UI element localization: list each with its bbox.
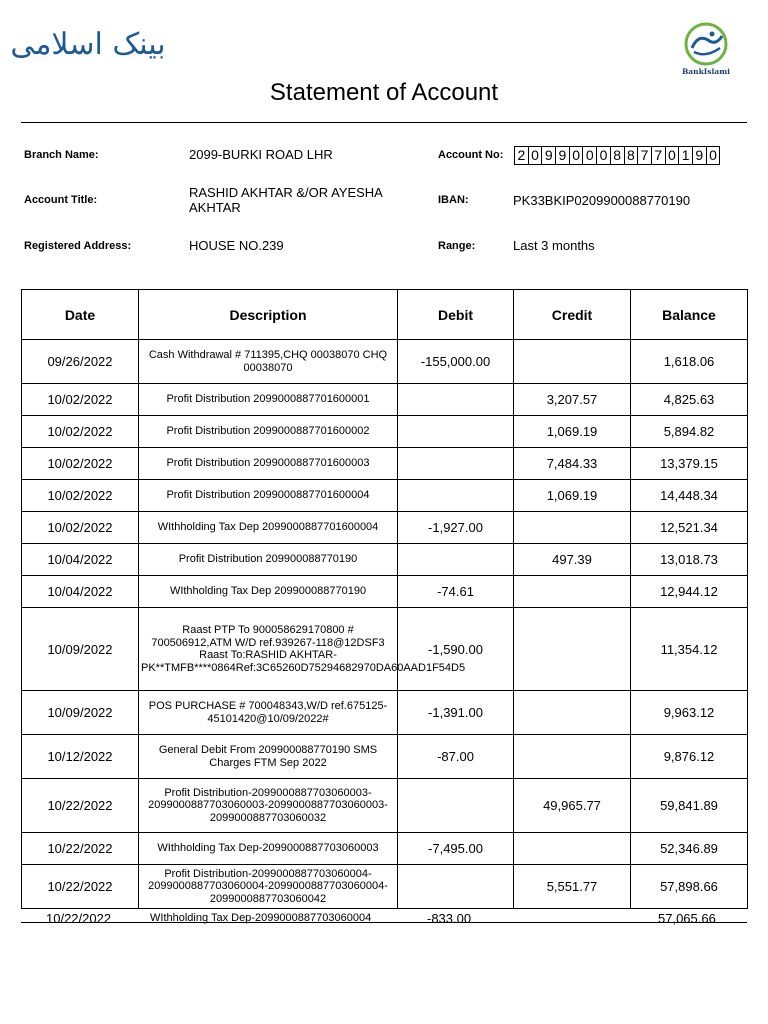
table-row bbox=[22, 865, 748, 909]
cell-credit bbox=[514, 512, 631, 544]
cell-date: 10/22/2022 bbox=[22, 833, 139, 865]
branch-name-value: 2099-BURKI ROAD LHR bbox=[189, 147, 333, 162]
cell-description: WIthholding Tax Dep 2099000887701600004 bbox=[139, 512, 398, 544]
cell-date: 10/12/2022 bbox=[22, 735, 139, 779]
statement-table bbox=[21, 289, 748, 909]
header-debit: Debit bbox=[398, 290, 514, 340]
cell-balance: 9,876.12 bbox=[631, 735, 748, 779]
table-row bbox=[22, 512, 748, 544]
cell-description: Profit Distribution 2099000887701600003 bbox=[139, 448, 398, 480]
account-no-label: Account No: bbox=[438, 149, 504, 161]
cell-date: 10/02/2022 bbox=[22, 384, 139, 416]
table-row bbox=[22, 735, 748, 779]
cell-debit bbox=[398, 480, 514, 512]
cell-debit: -1,590.00 bbox=[398, 608, 514, 691]
cell-date: 10/04/2022 bbox=[22, 544, 139, 576]
cell-description: Raast PTP To 900058629170800 # 700506912,ATM W/D ref.939267-118@12DSF3 Raast To:RASHID AKHTAR-PK**TMFB****0864Ref:3C65260D75294682970DA60AAD1F54D5 bbox=[139, 608, 398, 691]
account-number-digit: 8 bbox=[610, 146, 625, 165]
table-row bbox=[22, 576, 748, 608]
account-title-value: RASHID AKHTAR &/OR AYESHA AKHTAR bbox=[189, 185, 383, 215]
table-header-row bbox=[22, 290, 748, 340]
cell-date: 10/02/2022 bbox=[22, 448, 139, 480]
cell-balance: 12,944.12 bbox=[631, 576, 748, 608]
cell-debit: -87.00 bbox=[398, 735, 514, 779]
cell-description: Profit Distribution 209900088770190 bbox=[139, 544, 398, 576]
header-description: Description bbox=[139, 290, 398, 340]
cell-balance: 9,963.12 bbox=[631, 691, 748, 735]
account-number-digit: 8 bbox=[624, 146, 639, 165]
branch-name-label: Branch Name: bbox=[24, 149, 99, 161]
cell-balance: 12,521.34 bbox=[631, 512, 748, 544]
account-number-digit: 1 bbox=[678, 146, 693, 165]
account-number-digit: 0 bbox=[528, 146, 543, 165]
cell-credit bbox=[514, 833, 631, 865]
cell-credit bbox=[514, 735, 631, 779]
cell-credit: 1,069.19 bbox=[514, 416, 631, 448]
cell-description: POS PURCHASE # 700048343,W/D ref.675125-45101420@10/09/2022# bbox=[139, 691, 398, 735]
cell-description: Profit Distribution-2099000887703060003-2099000887703060003-2099000887703060003-2099000887703060032 bbox=[139, 779, 398, 833]
cell-description: Profit Distribution-2099000887703060004-2099000887703060004-2099000887703060004-2099000887703060042 bbox=[139, 865, 398, 909]
table-row bbox=[22, 384, 748, 416]
cell-balance: 52,346.89 bbox=[631, 833, 748, 865]
cell-credit bbox=[514, 340, 631, 384]
cell-credit: 497.39 bbox=[514, 544, 631, 576]
cell-credit: 1,069.19 bbox=[514, 480, 631, 512]
table-row bbox=[22, 608, 748, 691]
table-row bbox=[22, 416, 748, 448]
arabic-logo-text: بینک اسلامی bbox=[10, 27, 166, 62]
range-value: Last 3 months bbox=[513, 238, 595, 253]
cell-debit bbox=[398, 448, 514, 480]
account-number-boxes bbox=[514, 146, 719, 165]
table-row bbox=[22, 340, 748, 384]
cell-balance: 1,618.06 bbox=[631, 340, 748, 384]
cell-balance: 14,448.34 bbox=[631, 480, 748, 512]
cell-description: Profit Distribution 2099000887701600004 bbox=[139, 480, 398, 512]
cutoff-debit: -833.00 bbox=[427, 911, 472, 926]
cell-credit: 3,207.57 bbox=[514, 384, 631, 416]
cell-debit bbox=[398, 384, 514, 416]
range-label: Range: bbox=[438, 240, 476, 252]
table-row bbox=[22, 833, 748, 865]
cell-balance: 57,898.66 bbox=[631, 865, 748, 909]
cell-description: Cash Withdrawal # 711395,CHQ 00038070 CHQ 00038070 bbox=[139, 340, 398, 384]
cell-credit bbox=[514, 576, 631, 608]
cutoff-date: 10/22/2022 bbox=[46, 911, 112, 926]
table-row bbox=[22, 779, 748, 833]
cell-description: General Debit From 209900088770190 SMS Charges FTM Sep 2022 bbox=[139, 735, 398, 779]
cell-credit: 5,551.77 bbox=[514, 865, 631, 909]
table-bottom-border bbox=[21, 922, 747, 923]
cell-date: 10/02/2022 bbox=[22, 512, 139, 544]
cell-balance: 11,354.12 bbox=[631, 608, 748, 691]
registered-address-value: HOUSE NO.239 bbox=[189, 238, 284, 253]
header-credit: Credit bbox=[514, 290, 631, 340]
cell-date: 10/09/2022 bbox=[22, 608, 139, 691]
registered-address-label: Registered Address: bbox=[24, 240, 132, 252]
account-number-digit: 2 bbox=[514, 146, 529, 165]
cell-description: WIthholding Tax Dep 209900088770190 bbox=[139, 576, 398, 608]
cell-balance: 4,825.63 bbox=[631, 384, 748, 416]
account-number-digit: 0 bbox=[665, 146, 680, 165]
cell-credit: 49,965.77 bbox=[514, 779, 631, 833]
account-title-label: Account Title: bbox=[24, 194, 98, 206]
cutoff-description: WIthholding Tax Dep-2099000887703060004 bbox=[150, 912, 372, 924]
cell-debit: -1,391.00 bbox=[398, 691, 514, 735]
cell-date: 09/26/2022 bbox=[22, 340, 139, 384]
cell-date: 10/02/2022 bbox=[22, 480, 139, 512]
cell-credit bbox=[514, 691, 631, 735]
table-row bbox=[22, 544, 748, 576]
cell-balance: 5,894.82 bbox=[631, 416, 748, 448]
header-divider bbox=[21, 122, 747, 123]
cell-date: 10/22/2022 bbox=[22, 865, 139, 909]
iban-value: PK33BKIP0209900088770190 bbox=[513, 193, 691, 208]
cell-debit: -155,000.00 bbox=[398, 340, 514, 384]
cutoff-balance: 57,065.66 bbox=[658, 911, 716, 926]
account-number-digit: 7 bbox=[637, 146, 652, 165]
cell-debit bbox=[398, 416, 514, 448]
table-row bbox=[22, 691, 748, 735]
cell-debit bbox=[398, 865, 514, 909]
brand-name: BankIslami bbox=[681, 67, 731, 76]
account-number-digit: 9 bbox=[555, 146, 570, 165]
table-row bbox=[22, 480, 748, 512]
account-number-digit: 0 bbox=[706, 146, 721, 165]
cell-date: 10/09/2022 bbox=[22, 691, 139, 735]
header-balance: Balance bbox=[631, 290, 748, 340]
cell-description: Profit Distribution 2099000887701600001 bbox=[139, 384, 398, 416]
cell-debit: -1,927.00 bbox=[398, 512, 514, 544]
cell-date: 10/02/2022 bbox=[22, 416, 139, 448]
cell-debit bbox=[398, 544, 514, 576]
account-number-digit: 7 bbox=[651, 146, 666, 165]
account-number-digit: 0 bbox=[596, 146, 611, 165]
header-date: Date bbox=[22, 290, 139, 340]
cell-date: 10/04/2022 bbox=[22, 576, 139, 608]
account-number-digit: 9 bbox=[541, 146, 556, 165]
bankislami-arabic-logo bbox=[10, 20, 166, 68]
cell-debit: -74.61 bbox=[398, 576, 514, 608]
cell-date: 10/22/2022 bbox=[22, 779, 139, 833]
cell-debit bbox=[398, 779, 514, 833]
page-title: Statement of Account bbox=[269, 79, 499, 106]
cell-balance: 59,841.89 bbox=[631, 779, 748, 833]
cell-debit: -7,495.00 bbox=[398, 833, 514, 865]
account-number-digit: 9 bbox=[692, 146, 707, 165]
cell-description: WIthholding Tax Dep-2099000887703060003 bbox=[139, 833, 398, 865]
cell-balance: 13,379.15 bbox=[631, 448, 748, 480]
cell-credit bbox=[514, 608, 631, 691]
cell-description: Profit Distribution 2099000887701600002 bbox=[139, 416, 398, 448]
bankislami-emblem-icon bbox=[678, 22, 734, 68]
cell-balance: 13,018.73 bbox=[631, 544, 748, 576]
iban-label: IBAN: bbox=[438, 194, 469, 206]
account-number-digit: 0 bbox=[582, 146, 597, 165]
table-row bbox=[22, 448, 748, 480]
account-number-digit: 0 bbox=[569, 146, 584, 165]
cell-credit: 7,484.33 bbox=[514, 448, 631, 480]
